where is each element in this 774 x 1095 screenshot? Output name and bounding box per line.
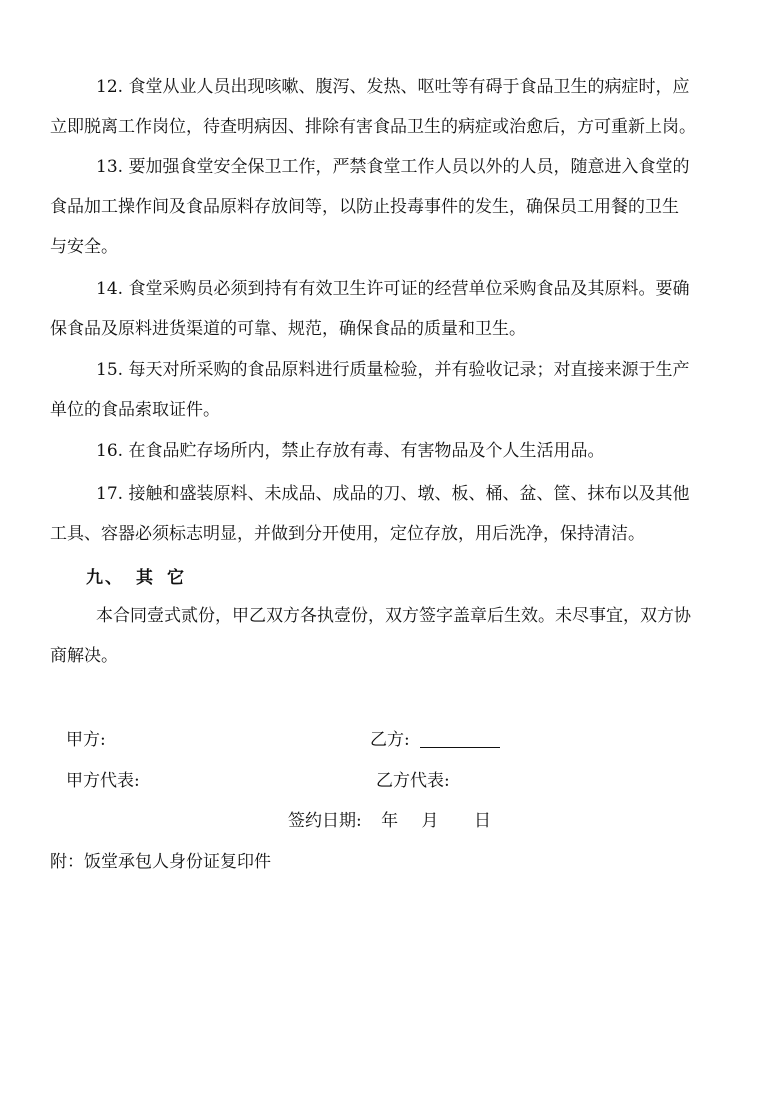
clause-13-line-3: 与安全。: [50, 237, 118, 257]
clause-12-line-2: 立即脱离工作岗位，待查明病因、排除有害食品卫生的病症或治愈后，方可重新上岗。: [50, 117, 696, 137]
signing-date-label: 签约日期:: [288, 811, 362, 831]
party-b-field: [370, 725, 500, 750]
section-paragraph-line-2: 商解决。: [50, 646, 118, 666]
clause-13-line-1: 13. 要加强食堂安全保卫工作，严禁食堂工作人员以外的人员，随意进入食堂的: [96, 157, 690, 177]
clause-13-line-2: 食品加工操作间及食品原料存放间等，以防止投毒事件的发生，确保员工用餐的卫生: [50, 197, 679, 217]
section-title-part1: 其: [136, 568, 155, 588]
clause-17-line-2: 工具、容器必须标志明显，并做到分开使用，定位存放，用后洗净，保持清洁。: [50, 524, 645, 544]
section-title-part2: 它: [167, 568, 186, 588]
clause-17: [50, 474, 730, 554]
clause-16-line-1: 16. 在食品贮存场所内，禁止存放有毒、有害物品及个人生活用品。: [96, 441, 605, 461]
section-paragraph: [50, 596, 730, 676]
clause-15-line-2: 单位的食品索取证件。: [50, 400, 220, 420]
party-a-rep-label: 甲方代表:: [66, 771, 140, 791]
attachment-note: 附：饭堂承包人身份证复印件: [50, 852, 271, 872]
signing-date: [288, 806, 491, 831]
clause-14-line-2: 保食品及原料进货渠道的可靠、规范，确保食品的质量和卫生。: [50, 319, 526, 339]
party-a-label: 甲方:: [66, 730, 106, 750]
clause-12-line-1: 12. 食堂从业人员出现咳嗽、腹泻、发热、呕吐等有碍于食品卫生的病症时，应: [96, 77, 690, 97]
signing-date-month: 月: [421, 811, 439, 831]
clause-15-line-1: 15. 每天对所采购的食品原料进行质量检验，并有验收记录；对直接来源于生产: [96, 360, 690, 380]
party-b-signature-line: [420, 729, 500, 748]
signing-date-year: 年: [381, 811, 399, 831]
clause-12: [50, 67, 730, 147]
section-number: 九、: [86, 568, 124, 588]
clause-15: [50, 350, 730, 430]
clause-13: [50, 147, 730, 267]
party-b-rep-label: 乙方代表:: [376, 771, 450, 791]
party-b-label: 乙方:: [370, 730, 410, 750]
section-paragraph-line-1: 本合同壹式贰份，甲乙双方各执壹份，双方签字盖章后生效。未尽事宜，双方协: [96, 606, 691, 626]
clause-14-line-1: 14. 食堂采购员必须到持有有效卫生许可证的经营单位采购食品及其原料。要确: [96, 279, 690, 299]
clause-16: [50, 431, 730, 471]
section-heading: [86, 563, 186, 588]
clause-14: [50, 269, 730, 349]
signing-date-day: 日: [473, 811, 491, 831]
clause-17-line-1: 17. 接触和盛装原料、未成品、成品的刀、墩、板、桶、盆、筐、抹布以及其他: [96, 484, 690, 504]
